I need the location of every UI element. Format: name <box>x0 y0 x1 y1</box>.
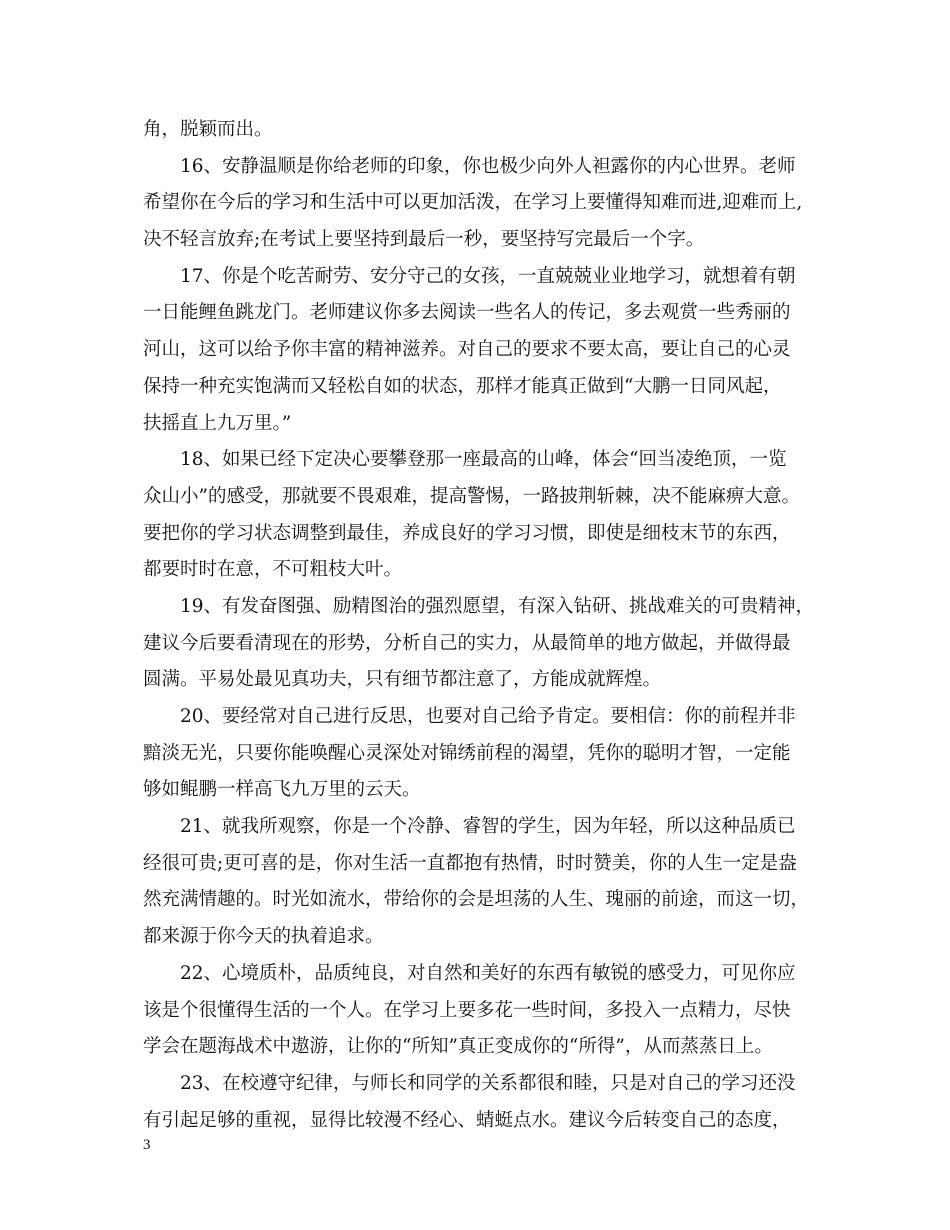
paragraph-16-line: 16、安静温顺是你给老师的印象，你也极少向外人袒露你的内心世界。老师 <box>180 155 796 177</box>
paragraph-20-line: 够如鲲鹏一样高飞九万里的云天。 <box>143 779 421 801</box>
paragraph-16-line: 希望你在今后的学习和生活中可以更加活泼，在学习上要懂得知难而进,迎难而上, <box>143 192 803 214</box>
paragraph-21-line: 都来源于你今天的执着追求。 <box>143 926 384 948</box>
body-text <box>143 112 823 1139</box>
paragraph-18-line: 都要时时在意，不可粗枝大叶。 <box>143 559 403 581</box>
paragraph-17-line: 河山，这可以给予你丰富的精神滋养。对自己的要求不要太高，要让自己的心灵 <box>143 339 791 361</box>
text-line: 角，脱颖而出。 <box>143 119 273 140</box>
paragraph-22-line: 该是个很懂得生活的一个人。在学习上要多花一些时间，多投入一点精力，尽快 <box>143 999 791 1021</box>
paragraph-17-line: 扶摇直上九万里。” <box>143 412 292 434</box>
paragraph-17-line: 一日能鲤鱼跳龙门。老师建议你多去阅读一些名人的传记，多去观赏一些秀丽的 <box>143 302 791 324</box>
paragraph-16-line: 决不轻言放弃;在考试上要坚持到最后一秒，要坚持写完最后一个字。 <box>143 229 705 251</box>
paragraph-21-line: 经很可贵;更可喜的是，你对生活一直都抱有热情，时时赞美，你的人生一定是盎 <box>143 852 797 874</box>
paragraph-23-line: 23、在校遵守纪律，与师长和同学的关系都很和睦，只是对自己的学习还没 <box>180 1072 796 1094</box>
paragraph-18-line: 要把你的学习状态调整到最佳，养成良好的学习习惯，即使是细枝末节的东西， <box>143 522 791 544</box>
page-number: 3 <box>143 1137 151 1153</box>
paragraph-22-line: 22、心境质朴，品质纯良，对自然和美好的东西有敏锐的感受力，可见你应 <box>180 962 796 984</box>
paragraph-23-line: 有引起足够的重视，显得比较漫不经心、蜻蜓点水。建议今后转变自己的态度， <box>143 1109 791 1131</box>
paragraph-19-line: 圆满。平易处最见真功夫，只有细节都注意了，方能成就辉煌。 <box>143 669 662 691</box>
paragraph-20-line: 黯淡无光，只要你能唤醒心灵深处对锦绣前程的渴望，凭你的聪明才智，一定能 <box>143 742 791 764</box>
paragraph-19-line: 建议今后要看清现在的形势，分析自己的实力，从最简单的地方做起，并做得最 <box>143 632 791 654</box>
paragraph-17-line: 保持一种充实饱满而又轻松自如的状态，那样才能真正做到“大鹏一日同风起， <box>143 375 782 397</box>
paragraph-21-line: 21、就我所观察，你是一个冷静、睿智的学生，因为年轻，所以这种品质已 <box>180 816 796 838</box>
paragraph-17-line: 17、你是个吃苦耐劳、安分守己的女孩，一直兢兢业业地学习，就想着有朝 <box>180 265 796 287</box>
paragraph-22-line: 学会在题海战术中遨游，让你的“所知”真正变成你的“所得”，从而蒸蒸日上。 <box>143 1036 773 1058</box>
paragraph-19-line: 19、有发奋图强、励精图治的强烈愿望，有深入钻研、挑战难关的可贵精神， <box>180 595 815 617</box>
paragraph-18-line: 众山小”的感受，那就要不畏艰难，提高警惕，一路披荆斩棘，决不能麻痹大意。 <box>143 485 800 507</box>
paragraph-18-line: 18、如果已经下定决心要攀登那一座最高的山峰，体会“回当凌绝顶，一览 <box>180 449 787 471</box>
paragraph-21-line: 然充满情趣的。时光如流水，带给你的会是坦荡的人生、瑰丽的前途，而这一切， <box>143 889 810 911</box>
paragraph-20-line: 20、要经常对自己进行反思，也要对自己给予肯定。要相信：你的前程并非 <box>180 706 796 727</box>
